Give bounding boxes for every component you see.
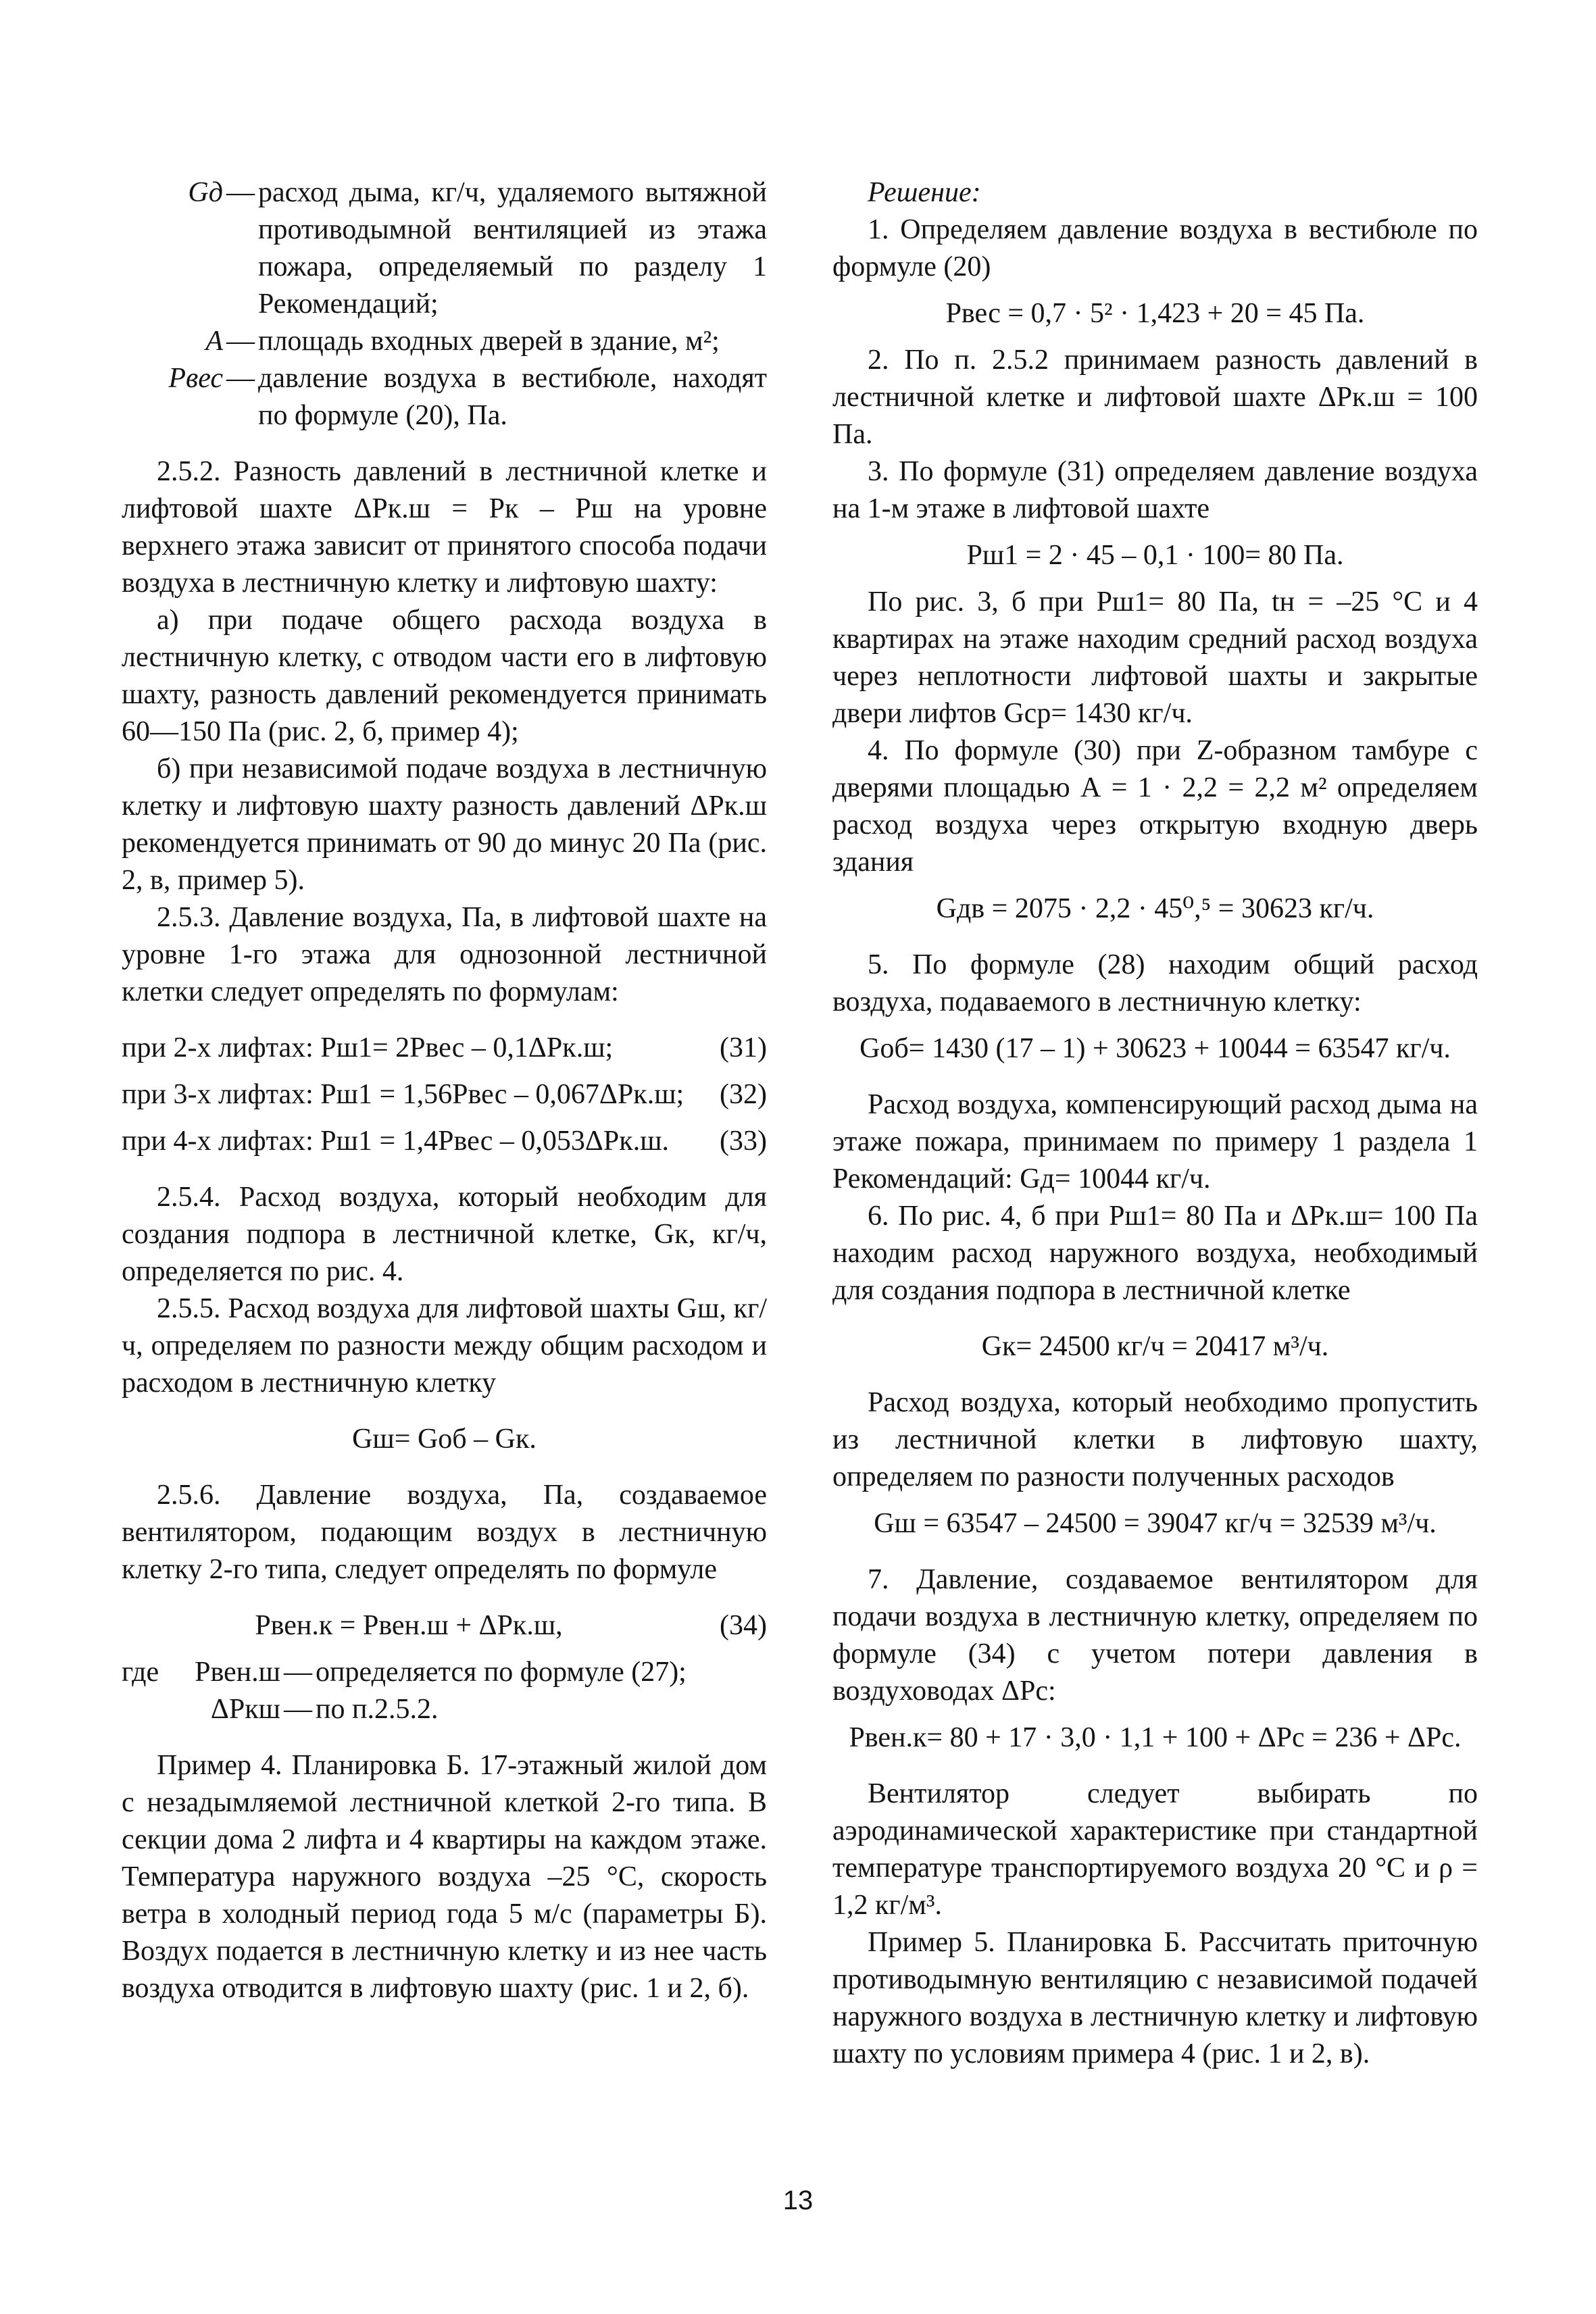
section-2-5-4: 2.5.4. Расход воздуха, который необходим для создания подпора в лестничной клетке, Gк, кг/ч, определяется по рис. 4. (122, 1182, 767, 1287)
formula-32: при 3-х лифтах: Pш1 = 1,56Pвес – 0,067ΔPк.ш; (32) (122, 1076, 767, 1113)
section-2-5-5: 2.5.5. Расход воздуха для лифтовой шахты Gш, кг/ч, определяем по разности между общим расходом и расходом в лестничную клетку (122, 1293, 767, 1399)
step-7: 7. Давление, создаваемое вентилятором для подачи воздуха в лестничную клетку, определяем по формуле (34) с учетом потери давления в воздуховодах ΔPс: (832, 1564, 1478, 1707)
step-3: 3. По формуле (31) определяем давление воздуха на 1-м этаже в лифтовой шахте (832, 456, 1478, 524)
where-label: где (122, 1657, 159, 1688)
def-symbol: Pвес (168, 363, 223, 394)
right-column (832, 174, 1478, 2073)
page-number: 13 (782, 2186, 814, 2215)
step-5: 5. По формуле (28) находим общий расход воздуха, подаваемого в лестничную клетку: (832, 949, 1478, 1017)
formula-step-3: Pш1 = 2 · 45 – 0,1 · 100= 80 Па. (966, 540, 1344, 571)
solution-label: Решение: (868, 177, 981, 208)
step-6: 6. По рис. 4, б при Pш1= 80 Па и ΔPк.ш= 100 Па находим расход наружного воздуха, необходимый для создания подпора в лестничной клетке (832, 1201, 1478, 1306)
formula-33: при 4-х лифтах: Pш1 = 1,4Pвес – 0,053ΔPк.ш. (33) (122, 1123, 767, 1160)
section-2-5-6: 2.5.6. Давление воздуха, Па, создаваемое вентилятором, подающим воздух в лестничную клетку 2-го типа, следует определять по формуле (122, 1480, 767, 1585)
formula-step-1: Pвес = 0,7 · 5² · 1,423 + 20 = 45 Па. (945, 298, 1365, 329)
formula-34: Pвен.к = Pвен.ш + ΔPк.ш, (34) (122, 1607, 767, 1644)
step-1: 1. Определяем давление воздуха в вестибюле по формуле (20) (832, 214, 1478, 282)
section-2-5-2: 2.5.2. Разность давлений в лестничной клетке и лифтовой шахте ΔPк.ш = Pк – Pш на уровне верхнего этажа зависит от принятого способа подачи воздуха в лестничную клетку и лифтовую шахту: (122, 456, 767, 599)
formula-number: (32) (720, 1079, 767, 1110)
symbol-definitions: Gд — расход дыма, кг/ч, удаляемого вытяжной противодымной вентиляцией из этажа пожара, определяемый по разделу 1 Рекомендаций; A — площадь входных дверей в здание, м²; Pвес — давление воздуха в вестибюле, находят по формуле (20), Па. (122, 174, 767, 434)
def-text: определяется по формуле (27); (316, 1657, 687, 1688)
formula-number: (31) (720, 1032, 767, 1063)
formula-step-5: Gоб= 1430 (17 – 1) + 30623 + 10044 = 63547 кг/ч. (859, 1033, 1451, 1064)
formula-step-6b: Gш = 63547 – 24500 = 39047 кг/ч = 32539 м³/ч. (874, 1508, 1437, 1539)
item-b: б) при независимой подаче воздуха в лестничную клетку и лифтовую шахту разность давлений ΔPк.ш рекомендуется принимать от 90 до минус 20 Па (рис. 2, в, пример 5). (122, 753, 767, 896)
step-3-continued: По рис. 3, б при Pш1= 80 Па, tн = –25 °С и 4 квартирах на этаже находим средний расход воздуха через неплотности лифтовой шахты и закрытые двери лифтов Gср= 1430 кг/ч. (832, 586, 1478, 729)
where-definitions: где Pвен.ш — определяется по формуле (27); ΔPкш — по п.2.5.2. (122, 1654, 767, 1728)
formula-step-7: Pвен.к= 80 + 17 · 3,0 · 1,1 + 100 + ΔPс = 236 + ΔPс. (849, 1722, 1462, 1753)
def-symbol: Pвен.ш (195, 1657, 280, 1688)
formula-step-4: Gдв = 2075 · 2,2 · 45⁰,⁵ = 30623 кг/ч. (936, 893, 1374, 924)
item-a: а) при подаче общего расхода воздуха в лестничную клетку, с отводом части его в лифтовую шахту, разность давлений рекомендуется принимать 60—150 Па (рис. 2, б, пример 4); (122, 605, 767, 747)
left-column (122, 174, 767, 2007)
formula-number: (34) (720, 1610, 767, 1641)
step-4: 4. По формуле (30) при Z-образном тамбуре с дверями площадью А = 1 · 2,2 = 2,2 м² определяем расход воздуха через открытую входную дверь здания (832, 735, 1478, 878)
def-symbol: A (205, 326, 223, 357)
def-text: давление воздуха в вестибюле, находят по формуле (20), Па. (258, 363, 767, 431)
formula-number: (33) (720, 1126, 767, 1157)
step-6-continued: Расход воздуха, который необходимо пропустить из лестничной клетки в лифтовую шахту, определяем по разности полученных расходов (832, 1387, 1478, 1492)
section-2-5-3: 2.5.3. Давление воздуха, Па, в лифтовой шахте на уровне 1-го этажа для однозонной лестничной клетки следует определять по формулам: (122, 902, 767, 1007)
def-symbol: ΔPкш (210, 1694, 280, 1725)
formula-gsh: Gш= Gоб – Gк. (352, 1424, 537, 1455)
example-4: Пример 4. Планировка Б. 17-этажный жилой дом с незадымляемой лестничной клеткой 2-го типа. В секции дома 2 лифта и 4 квартиры на каждом этаже. Температура наружного воздуха –25 °С, скорость ветра в холодный период года 5 м/с (параметры Б). Воздух подается в лестничную клетку и из нее часть воздуха отводится в лифтовую шахту (рис. 1 и 2, б). (122, 1750, 767, 2004)
step-2: 2. По п. 2.5.2 принимаем разность давлений в лестничной клетке и лифтовой шахте ΔPк.ш = 100 Па. (832, 345, 1478, 450)
def-text: площадь входных дверей в здание, м²; (258, 326, 720, 357)
step-7-continued: Вентилятор следует выбирать по аэродинамической характеристике при стандартной температуре транспортируемого воздуха 20 °С и ρ = 1,2 кг/м³. (832, 1778, 1478, 1921)
step-5-continued: Расход воздуха, компенсирующий расход дыма на этаже пожара, принимаем по примеру 1 раздела 1 Рекомендаций: Gд= 10044 кг/ч. (832, 1089, 1478, 1194)
def-symbol: Gд (188, 177, 223, 208)
formula-step-6: Gк= 24500 кг/ч = 20417 м³/ч. (981, 1331, 1329, 1362)
formula-31: при 2-х лифтах: Pш1= 2Pвес – 0,1ΔPк.ш; (31) (122, 1030, 767, 1067)
example-5: Пример 5. Планировка Б. Рассчитать приточную противодымную вентиляцию с независимой подачей наружного воздуха в лестничную клетку и лифтовую шахту по условиям примера 4 (рис. 1 и 2, в). (832, 1927, 1478, 2069)
def-text: по п.2.5.2. (316, 1694, 439, 1725)
def-text: расход дыма, кг/ч, удаляемого вытяжной противодымной вентиляцией из этажа пожара, определяемый по разделу 1 Рекомендаций; (258, 177, 767, 320)
